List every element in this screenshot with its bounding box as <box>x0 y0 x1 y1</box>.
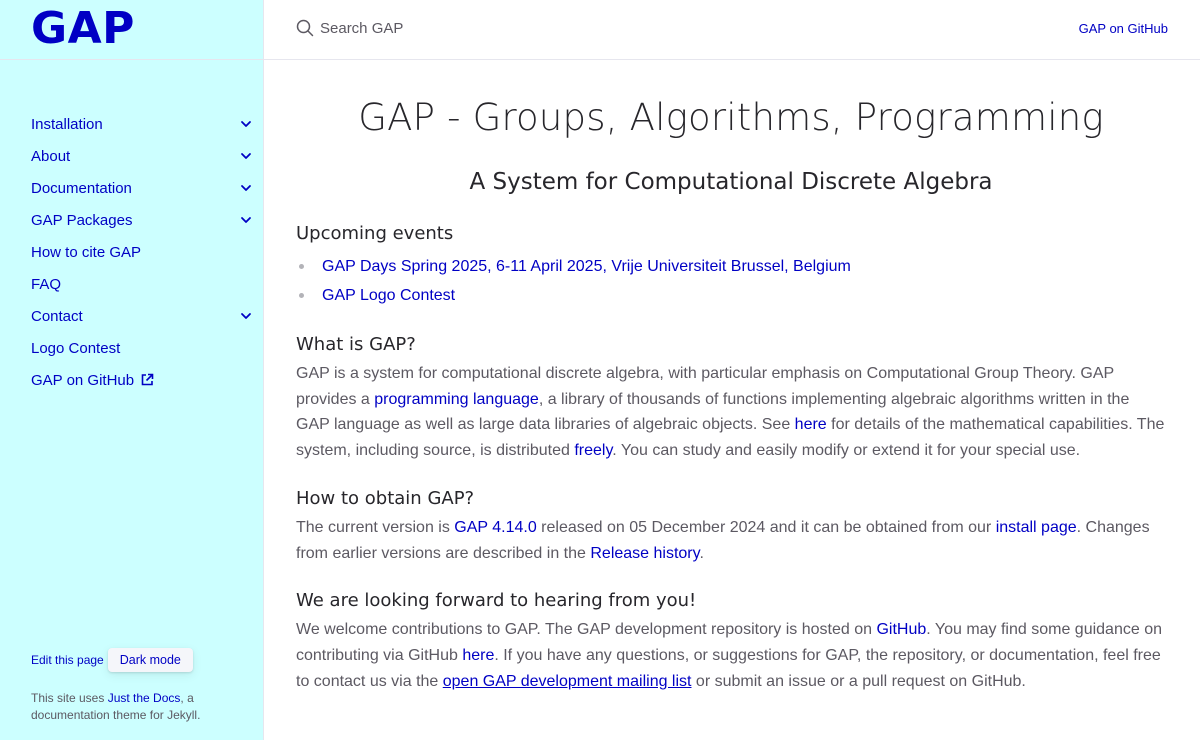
sidebar-item-gap-packages[interactable] <box>0 204 263 236</box>
page-title: GAP - Groups, Algorithms, Programming <box>358 96 1104 139</box>
mailing-list-link[interactable]: open GAP development mailing list <box>442 672 692 690</box>
text: The current version is <box>296 518 455 536</box>
theme-credit <box>31 690 251 724</box>
what-paragraph <box>296 361 1166 464</box>
sidebar-item-how-to-cite[interactable] <box>0 236 263 268</box>
sidebar-item-label[interactable]: Logo Contest <box>31 339 121 357</box>
sidebar-item-label[interactable]: GAP Packages <box>31 211 133 229</box>
sidebar-item-label[interactable]: Contact <box>31 307 83 325</box>
version-link[interactable]: GAP 4.14.0 <box>454 518 537 536</box>
credit-prefix: This site uses <box>31 691 108 705</box>
chevron-down-icon[interactable] <box>239 117 253 131</box>
dark-mode-button[interactable]: Dark mode <box>108 648 193 672</box>
header-github-link[interactable]: GAP on GitHub <box>1078 21 1168 36</box>
sidebar <box>0 0 264 740</box>
install-page-link[interactable]: install page <box>995 518 1077 536</box>
edit-row <box>31 648 251 672</box>
list-item <box>296 281 1166 310</box>
sidebar-item-label[interactable]: About <box>31 147 71 165</box>
bullet-icon <box>299 264 304 269</box>
text: . <box>699 544 704 562</box>
events-heading: Upcoming events <box>296 223 454 244</box>
sidebar-item-label[interactable]: How to cite GAP <box>31 243 142 261</box>
text: . If you have any questions, or suggestions for GAP, the repository, or documentation, feel free to contact us via the <box>296 646 1161 690</box>
what-heading: What is GAP? <box>296 334 416 355</box>
text: We welcome contributions to GAP. The GAP development repository is hosted on <box>296 621 877 639</box>
contact-heading: We are looking forward to hearing from you! <box>296 590 697 612</box>
list-item <box>296 252 1166 281</box>
text: or submit an issue or a pull request on GitHub. <box>691 672 1026 690</box>
sidebar-item-faq[interactable] <box>0 268 263 300</box>
events-list <box>296 252 1166 310</box>
chevron-down-icon[interactable] <box>239 309 253 323</box>
sidebar-item-documentation[interactable] <box>0 172 263 204</box>
programming-language-link[interactable]: programming language <box>374 390 539 408</box>
contributing-here-link[interactable]: here <box>462 646 495 664</box>
events-section <box>296 223 1166 310</box>
obtain-section <box>296 488 1166 566</box>
text: . Changes from earlier versions are described in the <box>296 518 1150 562</box>
search-icon <box>296 19 314 37</box>
sidebar-item-label[interactable]: FAQ <box>31 275 62 293</box>
contact-paragraph <box>296 617 1166 694</box>
credit-suffix: , a documentation theme for Jekyll. <box>31 691 201 722</box>
chevron-down-icon[interactable] <box>239 181 253 195</box>
external-link-icon <box>140 373 154 387</box>
chevron-down-icon[interactable] <box>239 213 253 227</box>
edit-page-link[interactable]: Edit this page <box>31 653 104 667</box>
obtain-paragraph <box>296 515 1166 566</box>
text: released on 05 December 2024 and it can be obtained from our <box>536 518 996 536</box>
just-the-docs-link[interactable]: Just the Docs <box>107 691 181 705</box>
text: . You can study and easily modify or extend it for your special use. <box>612 442 1081 460</box>
release-history-link[interactable]: Release history <box>590 544 700 562</box>
obtain-heading: How to obtain GAP? <box>296 487 475 509</box>
main-content <box>296 60 1166 694</box>
site-nav <box>0 108 263 396</box>
event-link-gap-days[interactable]: GAP Days Spring 2025, 6-11 April 2025, Vrije Universiteit Brussel, Belgium <box>322 258 851 275</box>
site-title[interactable]: GAP <box>31 3 135 54</box>
text: for details of the mathematical capabilities. The system, including source, is distributed <box>296 416 1165 460</box>
top-bar <box>264 0 1200 60</box>
bullet-icon <box>299 293 304 298</box>
text: , a library of thousands of functions implementing algebraic algorithms written in the GAP language as well as large data libraries of algebraic objects. See <box>296 390 1130 434</box>
sidebar-item-contact[interactable] <box>0 300 263 332</box>
sidebar-item-logo-contest[interactable] <box>0 332 263 364</box>
sidebar-item-installation[interactable] <box>0 108 263 140</box>
search-input[interactable] <box>320 20 620 37</box>
capabilities-here-link[interactable]: here <box>794 416 827 434</box>
page-subtitle: A System for Computational Discrete Algebra <box>469 169 993 195</box>
sidebar-footer <box>31 648 251 724</box>
sidebar-item-label[interactable]: GAP on GitHub <box>31 371 135 389</box>
chevron-down-icon[interactable] <box>239 149 253 163</box>
sidebar-item-label[interactable]: Installation <box>31 115 103 133</box>
text: . You may find some guidance on contributing via GitHub <box>296 621 1162 664</box>
sidebar-item-label[interactable]: Documentation <box>31 179 132 197</box>
what-section <box>296 334 1166 464</box>
github-link[interactable]: GitHub <box>876 621 927 639</box>
site-header <box>0 0 263 60</box>
event-link-logo-contest[interactable]: GAP Logo Contest <box>322 287 456 304</box>
freely-link[interactable]: freely <box>574 442 613 460</box>
search-bar[interactable] <box>296 19 620 37</box>
sidebar-item-about[interactable] <box>0 140 263 172</box>
sidebar-item-gap-on-github[interactable] <box>0 364 263 396</box>
text: GAP is a system for computational discrete algebra, with particular emphasis on Computational Group Theory. GAP provides a <box>296 365 1114 408</box>
contact-section <box>296 590 1166 694</box>
